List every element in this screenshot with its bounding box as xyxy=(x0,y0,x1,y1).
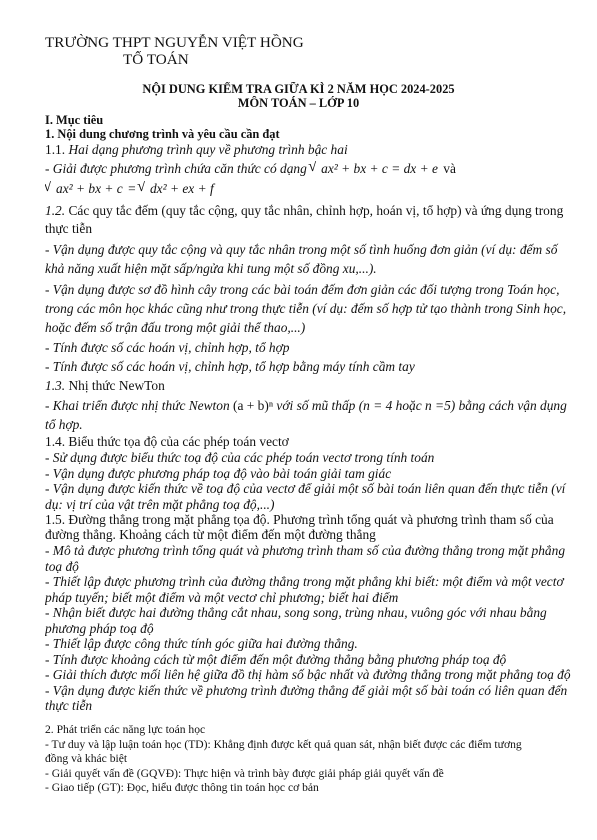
math-formula: (a + b)ⁿ xyxy=(233,398,274,413)
bullet-line: hoặc đếm số trận đấu trong một giải thể thao,...) xyxy=(45,320,306,335)
bullet-text: - Khai triển được nhị thức Newton xyxy=(45,398,230,413)
subsection-heading: 2. Phát triển các năng lực toán học xyxy=(45,723,206,736)
item-1-5-heading-continued: đường thẳng. Khoảng cách từ một điểm đến một đường thẳng xyxy=(45,527,376,542)
bullet-line: - Vận dụng được kiến thức về phương trình đường thẳng để giải một số bài toán có liên quan đến xyxy=(45,683,568,698)
item-1-2-heading xyxy=(45,203,573,219)
bullet-line: - Thiết lập được phương trình của đường thẳng trong mặt phẳng khi biết: một điểm và một vectơ xyxy=(45,574,564,589)
bullet-line: - Tính được khoảng cách từ một điểm đến một đường thẳng bằng phương pháp toạ độ xyxy=(45,652,507,667)
item-1-5-heading: 1.5. Đường thẳng trong mặt phẳng tọa độ. Phương trình tổng quát và phương trình tham số của xyxy=(45,512,554,527)
formula-text: ax² + bx + c = dx + e xyxy=(321,161,438,176)
bullet-text: với số mũ thấp (n = 4 hoặc n =5) bằng cách vận dụng xyxy=(276,398,567,413)
bullet-line: thực tiễn xyxy=(45,698,93,713)
bullet-line: trong các môn học khác cũng như trong thực tiễn (ví dụ: đếm số hợp tử tạo thành trong Sinh học, xyxy=(45,301,567,316)
bullet-line: - Vận dụng được kiến thức về toạ độ của vectơ để giải một số bài toán liên quan đến thực tiễn (ví xyxy=(45,481,566,496)
math-formula-left xyxy=(45,181,125,197)
bullet-text: - Giải được phương trình chứa căn thức có dạng xyxy=(45,161,307,176)
item-1-4-heading: 1.4. Biểu thức tọa độ của các phép toán vectơ xyxy=(45,434,289,449)
item-title-continued: thực tiễn xyxy=(45,221,93,236)
item-1-1-heading xyxy=(45,142,573,158)
bullet-line: khả năng xuất hiện mặt sấp/ngửa khi tung một số đồng xu,...). xyxy=(45,261,377,276)
bullet-line: pháp tuyến; biết một điểm và một vectơ chỉ phương; biết hai điểm xyxy=(45,590,399,605)
formula-text: ax² + bx + c xyxy=(56,181,123,196)
bullet-line: - Tính được số các hoán vị, chỉnh hợp, tổ hợp xyxy=(45,340,290,355)
bullet-line: - Vận dụng được sơ đồ hình cây trong các bài toán đếm đơn giản các đối tượng trong Toán học, xyxy=(45,282,560,297)
document-title: NỘI DUNG KIỂM TRA GIỮA KÌ 2 NĂM HỌC 2024-2025 xyxy=(142,82,455,96)
bullet-line: - Tư duy và lập luận toán học (TD): Khẳng định được kết quả quan sát, nhận biết được các điểm tương xyxy=(45,738,522,751)
item-number: 1.3. xyxy=(45,378,66,393)
item-1-3-heading xyxy=(45,378,573,394)
item-title: Nhị thức NewTon xyxy=(68,378,165,393)
item-title: Hai dạng phương trình quy về phương trình bậc hai xyxy=(68,142,348,157)
bullet-line: - Vận dụng được phương pháp toạ độ vào bài toán giải tam giác xyxy=(45,466,392,481)
department-name: TỔ TOÁN xyxy=(123,51,189,68)
section-heading: I. Mục tiêu xyxy=(45,113,104,127)
document-subtitle: MÔN TOÁN – LỚP 10 xyxy=(237,96,360,110)
bullet-line: - Giao tiếp (GT): Đọc, hiểu được thông tin toán học cơ bản xyxy=(45,781,319,794)
bullet-line: - Tính được số các hoán vị, chỉnh hợp, tổ hợp bằng máy tính cầm tay xyxy=(45,359,415,374)
math-formula-right xyxy=(139,181,216,197)
item-number: 1.1. xyxy=(45,142,66,157)
bullet-line: dụ: vị trí của vật trên mặt phẳng toạ độ,...) xyxy=(45,497,275,512)
item-1-1-bullet-2: √ ax² + bx + c = √ dx² + ex + f xyxy=(45,181,573,197)
item-number: 1.2. xyxy=(45,203,66,218)
school-name: TRƯỜNG THPT NGUYỄN VIỆT HỒNG xyxy=(45,34,304,51)
item-1-3-bullet-1 xyxy=(45,398,573,414)
math-formula xyxy=(310,161,440,177)
bullet-line: - Giải quyết vấn đề (GQVĐ): Thực hiện và trình bày được giải pháp giải quyết vấn đề xyxy=(45,767,444,780)
bullet-line: toạ độ xyxy=(45,559,79,574)
bullet-line: - Giải thích được mối liên hệ giữa đồ thị hàm số bậc nhất và đường thẳng trong mặt phẳng toạ độ xyxy=(45,667,571,682)
bullet-line: - Nhận biết được hai đường thẳng cắt nhau, song song, trùng nhau, vuông góc với nhau bằng xyxy=(45,605,547,620)
conjunction: và xyxy=(443,161,456,176)
item-1-1-bullet-1 xyxy=(45,161,573,177)
bullet-line: phương pháp toạ độ xyxy=(45,621,154,636)
bullet-line: - Vận dụng được quy tắc cộng và quy tắc nhân trong một số tình huống đơn giản (ví dụ: đếm số xyxy=(45,242,558,257)
item-title: Các quy tắc đếm (quy tắc cộng, quy tắc nhân, chỉnh hợp, hoán vị, tổ hợp) và ứng dụng trong xyxy=(68,203,564,218)
bullet-line: - Sử dụng được biểu thức toạ độ của các phép toán vectơ trong tính toán xyxy=(45,450,435,465)
bullet-line: - Thiết lập được công thức tính góc giữa hai đường thẳng. xyxy=(45,636,358,651)
bullet-line: - Mô tả được phương trình tổng quát và phương trình tham số của đường thẳng trong mặt phẳng xyxy=(45,543,566,558)
subsection-heading: 1. Nội dung chương trình và yêu cầu cần đạt xyxy=(45,127,280,141)
formula-text: dx² + ex + f xyxy=(149,181,214,196)
bullet-line: đồng và khác biệt xyxy=(45,752,128,765)
bullet-line: tổ hợp. xyxy=(45,417,83,432)
